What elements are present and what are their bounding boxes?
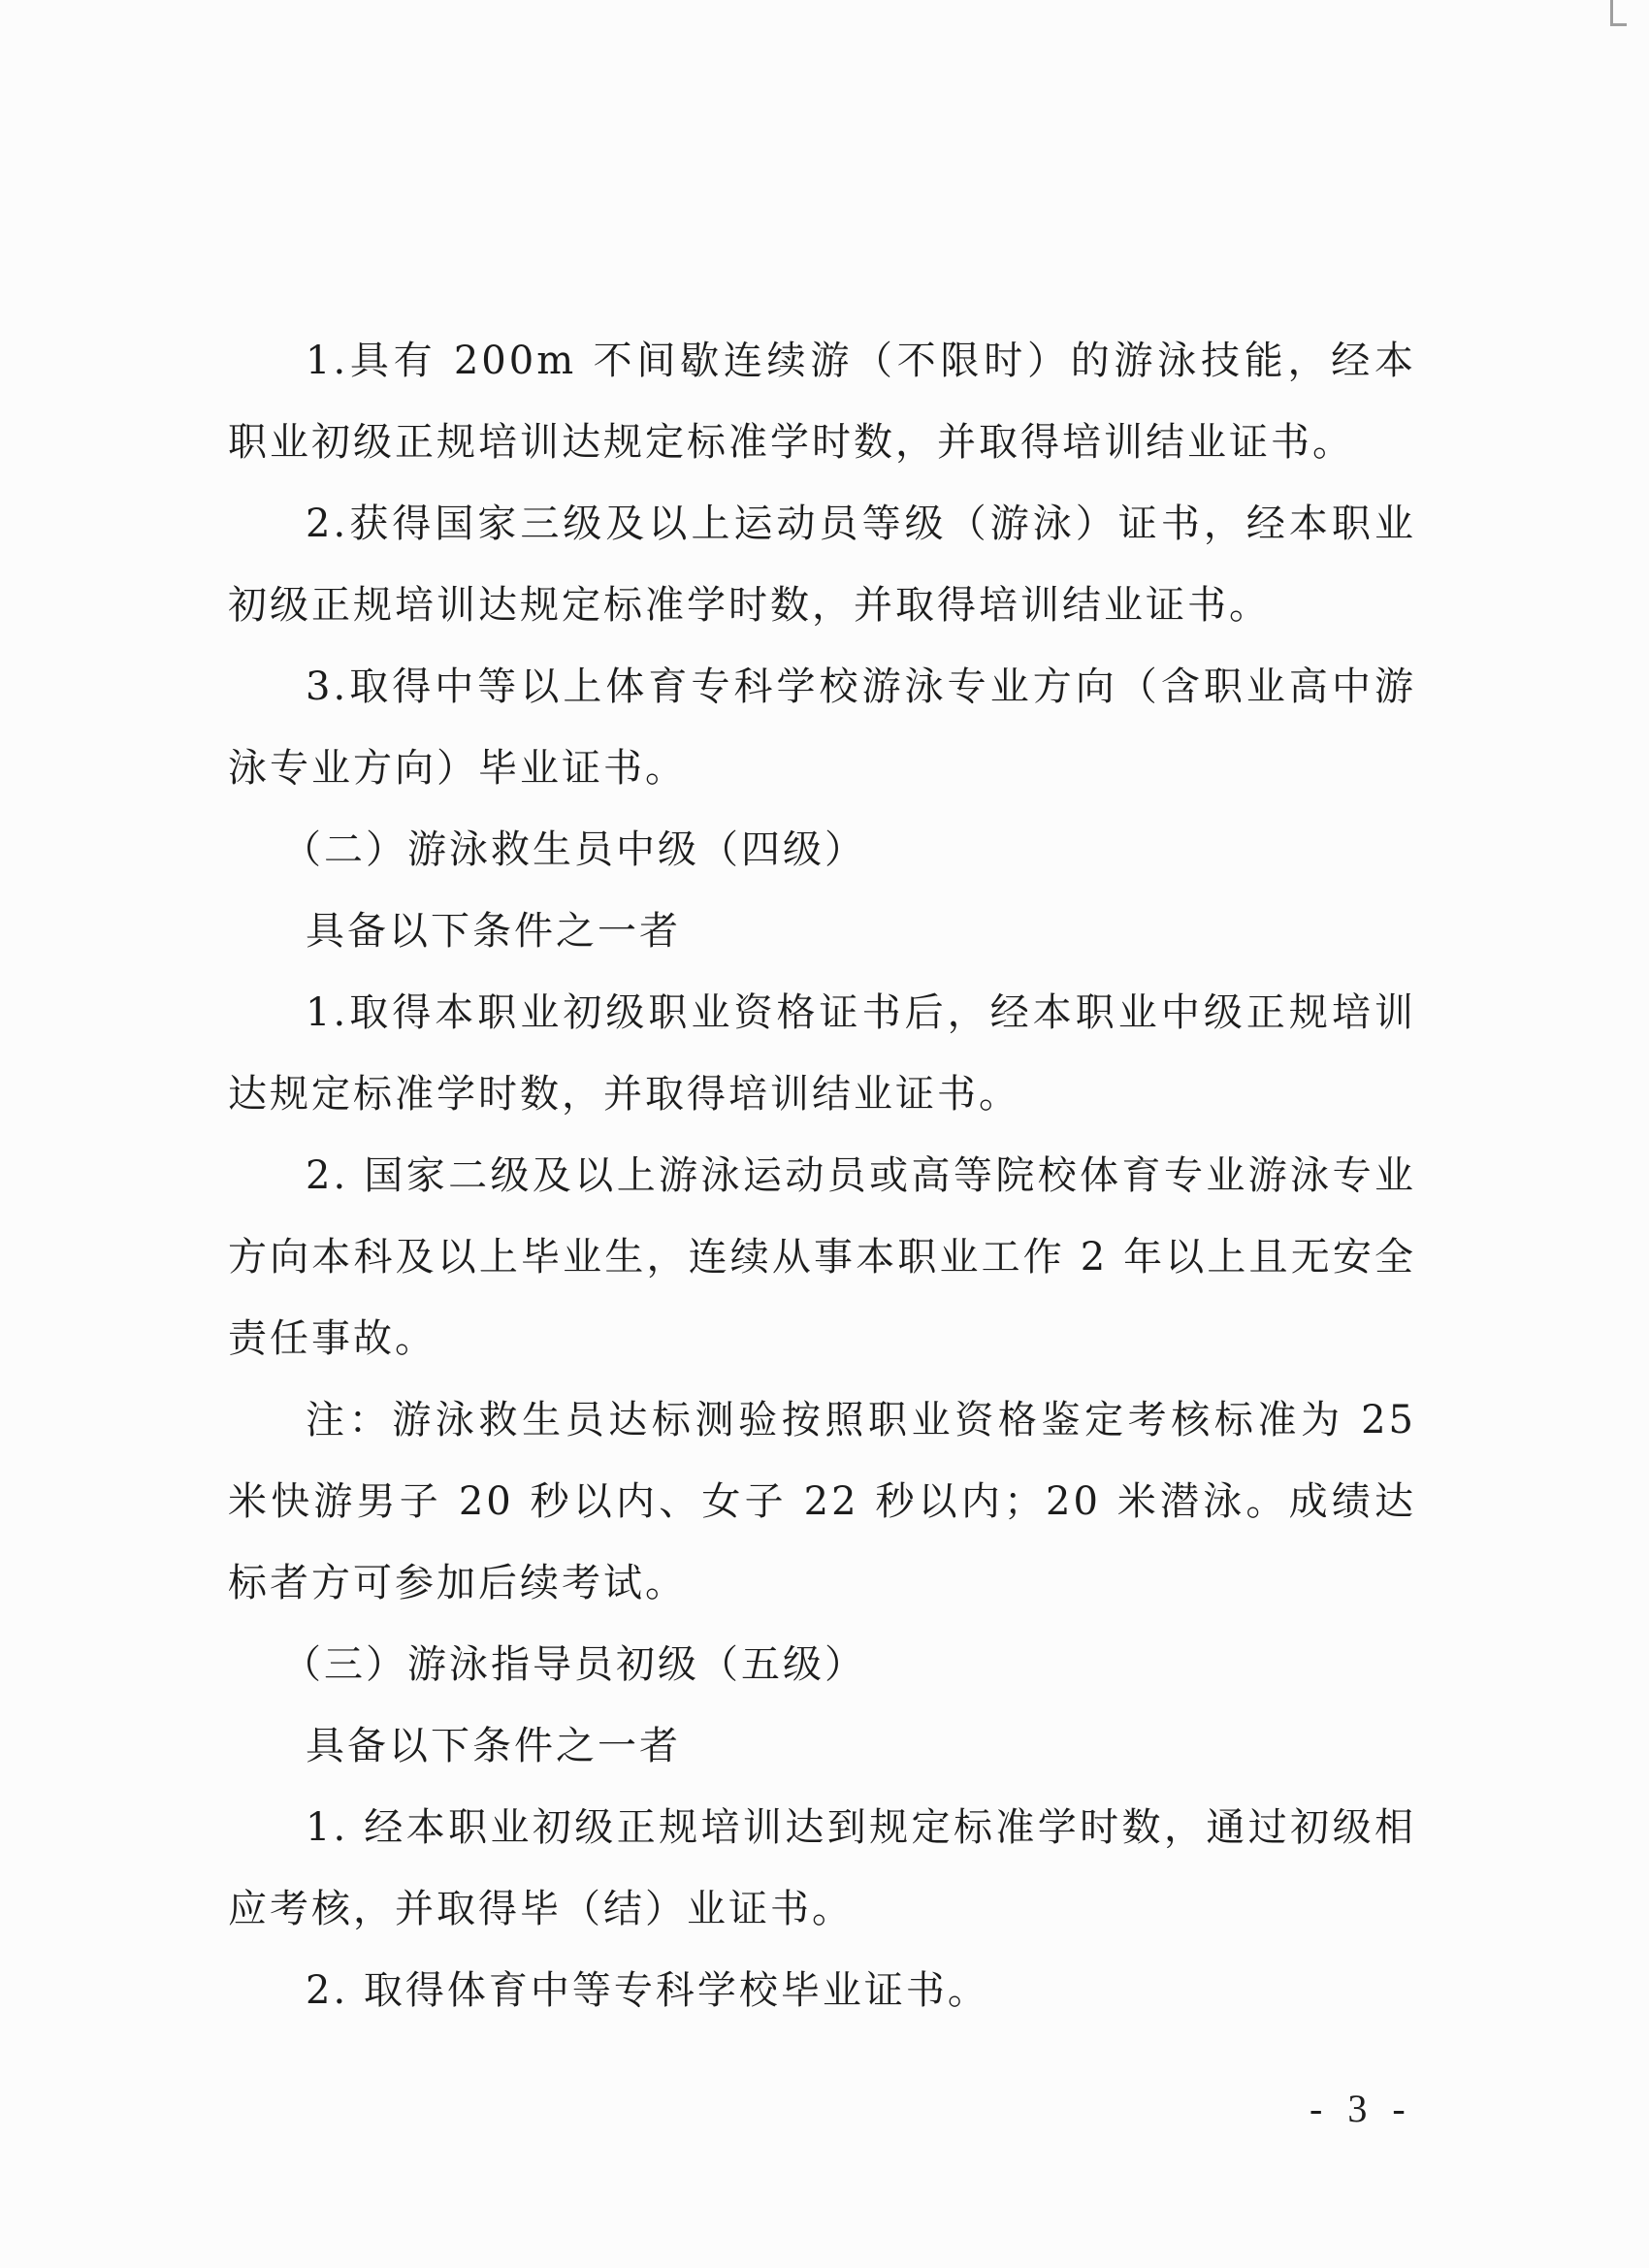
paragraph-4: 1.取得本职业初级职业资格证书后，经本职业中级正规培训达规定标准学时数，并取得培训结业证书。 [228, 990, 1416, 1117]
section-heading-junior-instructor: （三）游泳指导员初级（五级） [282, 1642, 866, 1687]
paragraph-eligibility-1: 具备以下条件之一者 [306, 909, 681, 954]
paragraph-1: 1.具有 200m 不间歇连续游（不限时）的游泳技能，经本职业初级正规培训达规定标准学时数，并取得培训结业证书。 [228, 339, 1416, 465]
section-heading-intermediate-lifeguard: （二）游泳救生员中级（四级） [282, 827, 866, 872]
note-paragraph: 注：游泳救生员达标测验按照职业资格鉴定考核标准为 25 米快游男子 20 秒以内、女子 22 秒以内；20 米潜泳。成绩达标者方可参加后续考试。 [228, 1398, 1416, 1605]
paragraph-2: 2.获得国家三级及以上运动员等级（游泳）证书，经本职业初级正规培训达规定标准学时数，并取得培训结业证书。 [228, 502, 1416, 628]
scan-edge-mark [1610, 0, 1627, 26]
page-number: - 3 - [1310, 2087, 1413, 2130]
paragraph-7: 2. 取得体育中等专科学校毕业证书。 [306, 1968, 989, 2013]
paragraph-6: 1. 经本职业初级正规培训达到规定标准学时数，通过初级相应考核，并取得毕（结）业证书。 [228, 1805, 1416, 1931]
document-body [228, 320, 1416, 2031]
paragraph-5: 2. 国家二级及以上游泳运动员或高等院校体育专业游泳专业方向本科及以上毕业生，连续从事本职业工作 2 年以上且无安全责任事故。 [228, 1153, 1416, 1361]
paragraph-3: 3.取得中等以上体育专科学校游泳专业方向（含职业高中游泳专业方向）毕业证书。 [228, 664, 1416, 791]
paragraph-eligibility-2: 具备以下条件之一者 [306, 1724, 681, 1768]
